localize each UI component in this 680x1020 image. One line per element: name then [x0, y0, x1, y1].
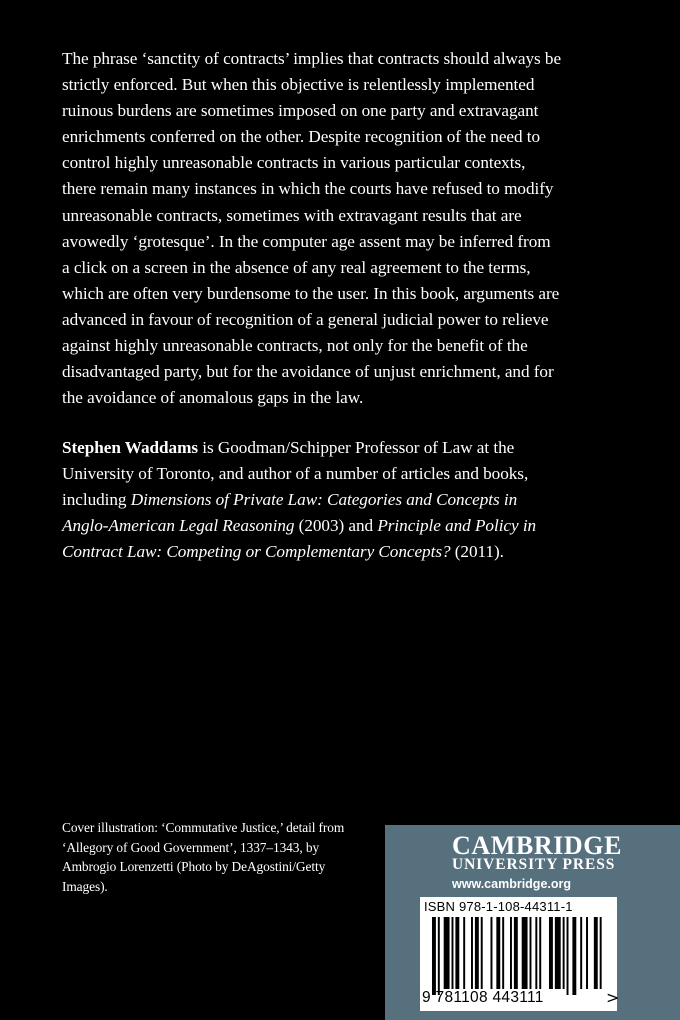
barcode-bar: [502, 917, 504, 989]
book-title-2: Principle and Policy in Contract Law: Competing or Complementary Concepts?: [62, 516, 537, 562]
barcode-bar: [444, 917, 450, 989]
publisher-subtitle: UNIVERSITY PRESS: [452, 856, 616, 873]
barcode-bar: [563, 917, 565, 989]
barcode-bar: [491, 917, 493, 989]
barcode-bar: [539, 917, 541, 989]
barcode-bar: [463, 917, 465, 989]
barcode-bar: [432, 917, 436, 995]
isbn-label: ISBN 978-1-108-44311-1: [424, 899, 573, 914]
barcode-bar: [455, 917, 459, 989]
barcode: [420, 897, 620, 1011]
author-name: Stephen Waddams: [62, 438, 199, 457]
book-title-1: Dimensions of Private Law: Categories and Concepts in Anglo-American Legal Reasoning: [62, 490, 518, 536]
barcode-bar: [522, 917, 528, 989]
cover-illustration-credit: Cover illustration: ‘Commutative Justice,’ detail from ‘Allegory of Good Government’, 1337–1343, by Ambrogio Lorenzetti (Photo by DeAgostini/Getty Images).: [62, 820, 345, 894]
book-year-2: (2011).: [450, 542, 504, 562]
barcode-bar: [514, 917, 518, 989]
barcode-bar: [510, 917, 512, 989]
publisher-panel: [385, 825, 680, 1020]
back-cover-blurb: The phrase ‘sanctity of contracts’ implies that contracts should always be strictly enforced. But when this objective is relentlessly implemented ruinous burdens are sometimes imposed on one party and extravagant enrichments conferred on the other. Despite recognition of the need to control highly unreasonable contracts in various particular contexts, there remain many instances in which the courts have refused to modify unreasonable contracts, sometimes with extravagant results that are avowedly ‘grotesque’. In the computer age assent may be inferred from a click on a screen in the absence of any real agreement to the terms, which are often very burdensome to the user. In this book, arguments are advanced in favour of recognition of a general judicial power to relieve against highly unreasonable contracts, not only for the benefit of the disadvantaged party, but for the avoidance of unjust enrichment, and for the avoidance of anomalous gaps in the law.: [62, 49, 562, 408]
publisher-name: CAMBRIDGE: [452, 831, 623, 860]
barcode-bar: [567, 917, 569, 995]
barcode-bar: [452, 917, 454, 989]
barcode-bar: [549, 917, 553, 989]
barcode-bar: [580, 917, 582, 989]
barcode-bar: [594, 917, 598, 989]
barcode-arrow: >: [606, 988, 620, 1007]
author-bio: [62, 435, 562, 565]
barcode-bar: [555, 917, 561, 989]
book-year-1: (2003) and: [294, 516, 378, 536]
barcode-bar: [530, 917, 532, 989]
barcode-bar: [471, 917, 473, 989]
publisher-url: www.cambridge.org: [452, 877, 572, 891]
barcode-bar: [475, 917, 479, 989]
barcode-bar: [572, 917, 576, 995]
barcode-bar: [481, 917, 483, 989]
barcode-bar: [496, 917, 500, 989]
barcode-bar: [586, 917, 588, 989]
barcode-digits: 9 781108 443111: [422, 989, 544, 1006]
author-bio-text: is Goodman/Schipper Professor of Law at the University of Toronto, and author of a number of articles and books, including: [62, 438, 529, 510]
barcode-bar: [600, 917, 602, 989]
barcode-bar: [535, 917, 537, 989]
barcode-bar: [438, 917, 440, 995]
